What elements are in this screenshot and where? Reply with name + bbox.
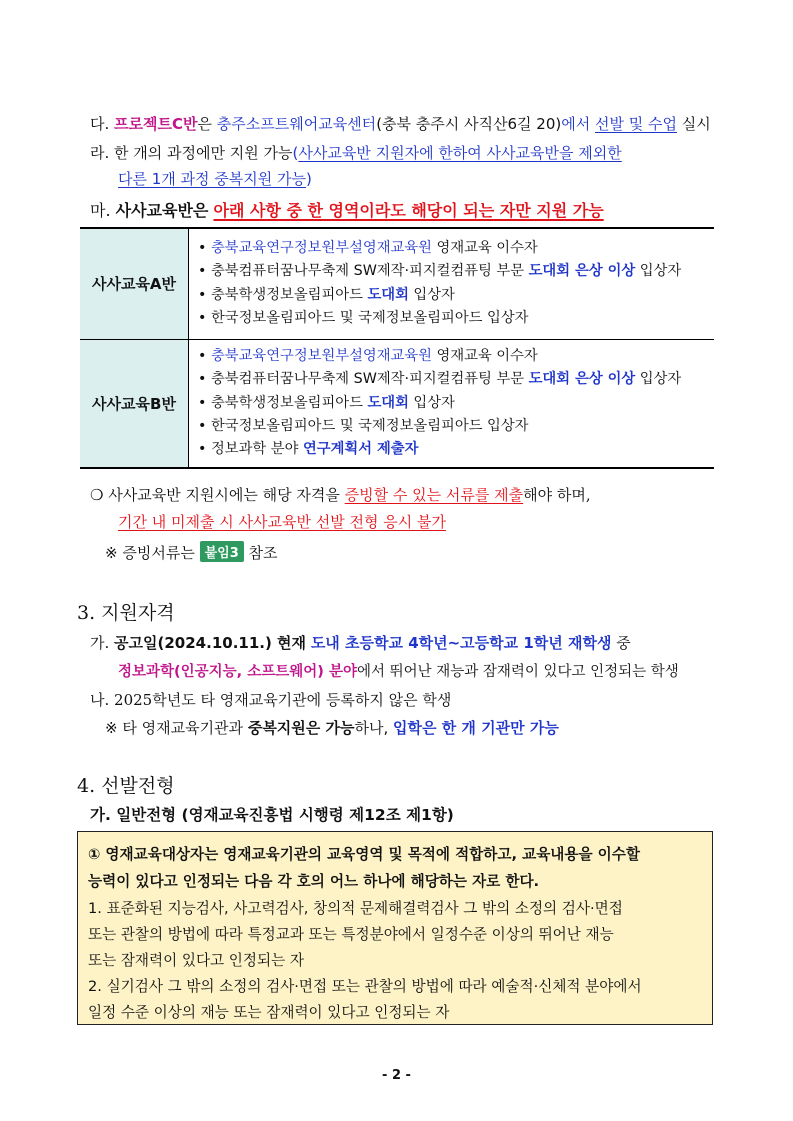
list-item-general-selection: 가. 일반전형 (영재교육진흥법 시행령 제12조 제1항) [90, 806, 454, 824]
section3-note: ※ 타 영재교육기관과 중복지원은 가능하나, 입학은 한 개 기관만 가능 [105, 719, 559, 737]
list-item: • 충북교육연구정보원부설영재교육원 영재교육 이수자 [198, 239, 538, 256]
law-line: 일정 수준 이상의 재능 또는 잠재력이 있다고 인정되는 자 [88, 1004, 450, 1021]
section-title-3: 3. 지원자격 [77, 602, 175, 624]
requirement-highlight: 아래 사항 중 한 영역이라도 해당이 되는 자만 지원 가능 [213, 201, 604, 220]
list-item: • 정보과학 분야 연구계획서 제출자 [198, 441, 419, 458]
law-line: 또는 잠재력이 있다고 인정되는 자 [88, 952, 304, 969]
list-item-ma: 마. 사사교육반은 아래 사항 중 한 영역이라도 해당이 되는 자만 지원 가능 [90, 201, 604, 220]
law-line: 1. 표준화된 지능검사, 사고력검사, 창의적 문제해결력검사 그 밖의 소정의 검사·면접 [88, 900, 623, 917]
row-items [189, 228, 715, 339]
note-line: ❍ 사사교육반 지원시에는 해당 자격을 증빙할 수 있는 서류를 제출해야 하며, [90, 486, 591, 504]
law-line: 능력이 있다고 인정되는 다음 각 호의 어느 하나에 해당하는 자로 한다. [88, 873, 540, 890]
row-label: 사사교육B반 [80, 339, 189, 468]
list-item: • 충북컴퓨터꿈나무축제 SW제작·피지컬컴퓨팅 부문 도대회 은상 이상 입상자 [198, 263, 682, 280]
table-row [80, 228, 714, 339]
project-name: 프로젝트C반 [114, 115, 198, 133]
list-item-na: 나. 2025학년도 타 영재교육기관에 등록하지 않은 학생 [90, 691, 452, 709]
list-item: • 충북학생정보올림피아드 도대회 입상자 [198, 286, 455, 303]
list-item-da: 다. 프로젝트C반은 충주소프트웨어교육센터(충북 충주시 사직산6길 20)에서 선발 및 수업 실시 [90, 115, 711, 133]
reference-note: ※ 증빙서류는 붙임3 참조 [105, 541, 278, 563]
law-line: 또는 관찰의 방법에 따라 특정교과 또는 특정분야에서 일정수준 이상의 뛰어난 재능 [88, 926, 614, 943]
list-item: • 한국정보올림피아드 및 국제정보올림피아드 입상자 [198, 417, 529, 434]
list-item: • 충북컴퓨터꿈나무축제 SW제작·피지컬컴퓨팅 부문 도대회 은상 이상 입상자 [198, 371, 682, 388]
law-excerpt-box [77, 831, 713, 1025]
note-line-cont: 기간 내 미제출 시 사사교육반 선발 전형 응시 불가 [118, 513, 446, 531]
list-item-ra-cont: 다른 1개 과정 중복지원 가능) [118, 170, 312, 188]
list-item: • 충북교육연구정보원부설영재교육원 영재교육 이수자 [198, 347, 538, 364]
row-label: 사사교육A반 [80, 228, 189, 339]
row-items [189, 339, 715, 468]
circle-bullet-icon: ❍ [90, 486, 104, 504]
list-item-ra: 라. 한 개의 과정에만 지원 가능(사사교육반 지원자에 한하여 사사교육반을 제외한 [90, 144, 622, 162]
law-line: 2. 실기검사 그 밖의 소정의 검사·면접 또는 관찰의 방법에 따라 예술적·신체적 분야에서 [88, 978, 642, 995]
center-name: 충주소프트웨어교육센터 [216, 115, 377, 133]
section-title-4: 4. 선발전형 [77, 775, 175, 797]
attachment-badge: 붙임3 [200, 541, 244, 562]
qualification-table [80, 227, 714, 469]
law-line: ① 영재교육대상자는 영재교육기관의 교육영역 및 목적에 적합하고, 교육내용을 이수할 [88, 846, 640, 863]
page-number: - 2 - [382, 1068, 411, 1083]
list-item-ga-cont: 정보과학(인공지능, 소프트웨어) 분야에서 뛰어난 재능과 잠재력이 있다고 인정되는 학생 [118, 664, 679, 680]
list-item: • 한국정보올림피아드 및 국제정보올림피아드 입상자 [198, 310, 529, 327]
list-item-ga: 가. 공고일(2024.10.11.) 현재 도내 초등학교 4학년~고등학교 1학년 재학생 중 [90, 634, 631, 652]
table-row [80, 339, 714, 468]
list-item: • 충북학생정보올림피아드 도대회 입상자 [198, 394, 455, 411]
